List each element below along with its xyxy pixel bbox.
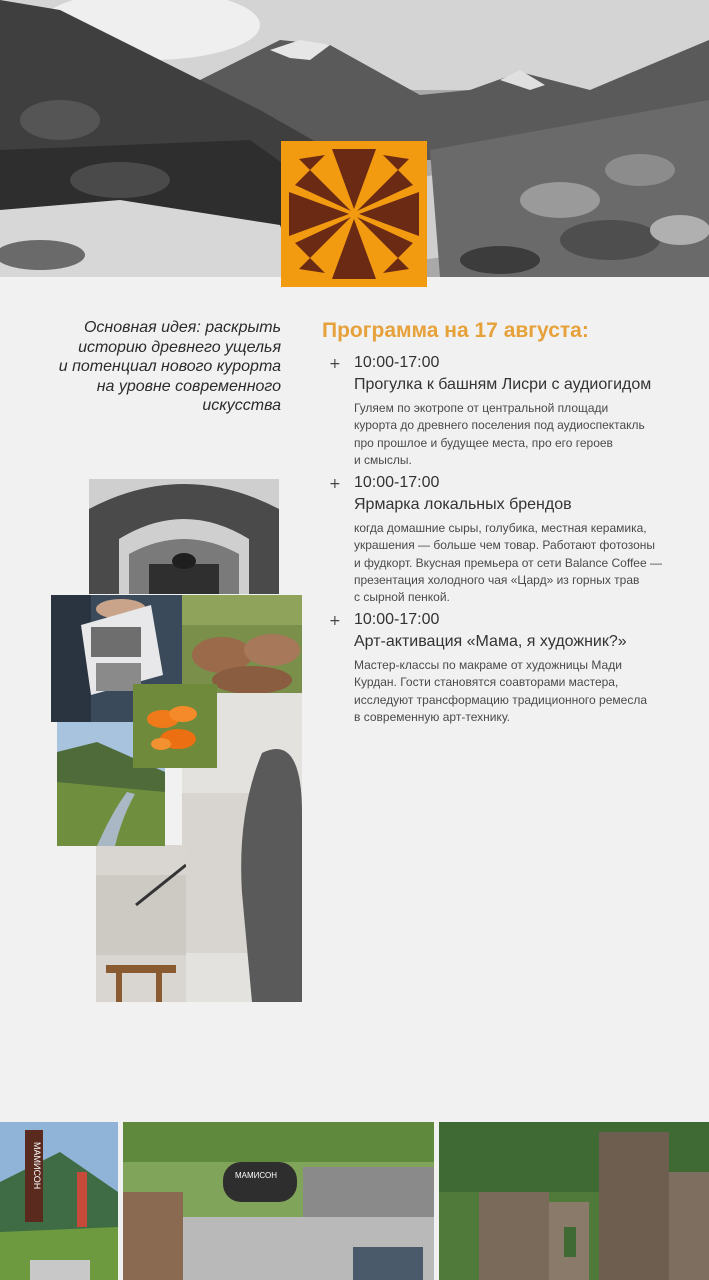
sun-ornament-icon [281, 141, 427, 287]
event-description [354, 520, 699, 606]
rocks-grass-photo [182, 595, 302, 693]
intro-line: на уровне современного [96, 377, 281, 395]
description-line: Гуляем по экотропе от центральной площади [354, 401, 609, 415]
station-building-photo [123, 1122, 434, 1280]
intro-line: и потенциал нового курорта [58, 358, 281, 375]
station-sign-text: МАМИСОН [235, 1171, 278, 1180]
brand-logo [281, 141, 427, 287]
event-time: 10:00-17:00 [354, 611, 440, 628]
description-line: и смыслы. [354, 452, 412, 467]
plus-icon: + [329, 476, 341, 492]
ruins-image [439, 1122, 709, 1280]
program-title: Программа на 17 августа: [322, 319, 589, 342]
description-line: исследуют трансформацию традиционного ремесла [354, 692, 648, 707]
easel-photo [96, 845, 186, 1002]
description-line: в современную арт-технику. [354, 709, 510, 724]
arch-image [89, 479, 279, 594]
intro-text [30, 318, 281, 416]
intro-line: искусства [202, 397, 281, 414]
plus-icon: + [329, 356, 341, 372]
stone-arch-photo [89, 479, 279, 594]
lily-image [133, 684, 217, 768]
event-name: Арт-активация «Мама, я художник?» [354, 633, 627, 650]
intro-line: Основная идея: раскрыть [83, 319, 281, 336]
station-image [123, 1122, 434, 1280]
event-time: 10:00-17:00 [354, 474, 440, 491]
easel-image [96, 845, 186, 1002]
banner-image [0, 1122, 118, 1280]
event-description [354, 657, 699, 726]
banner-sign-text: МАМИСОН [32, 1142, 42, 1190]
description-line: и фудкорт. Вкусная премьера от сети Balance Coffee — [354, 555, 662, 570]
description-line: украшения — больше чем товар. Работают фотозоны [354, 538, 656, 553]
event-description [354, 400, 699, 469]
orange-lily-photo [133, 684, 217, 768]
description-line: презентация холодного чая «Цард» из горных трав [354, 572, 640, 587]
intro-line: историю древнего ущелья [78, 338, 281, 356]
plus-icon: + [329, 613, 341, 629]
description-line: курорта до древнего поселения под аудиоспектакль [354, 418, 645, 433]
event-name: Прогулка к башням Лисри с аудиогидом [354, 376, 652, 393]
description-line: Курдан. Гости становятся соавторами мастера, [354, 675, 619, 690]
rocks-image [182, 595, 302, 693]
description-line: когда домашние сыры, голубика, местная керамика, [354, 521, 647, 535]
resort-banner-photo [0, 1122, 118, 1280]
description-line: с сырной пенкой. [354, 590, 450, 605]
ancient-ruins-photo [439, 1122, 709, 1280]
event-time: 10:00-17:00 [354, 354, 440, 371]
event-name: Ярмарка локальных брендов [354, 496, 572, 513]
description-line: про прошлое и будущее места, про его героев [354, 435, 613, 450]
description-line: Мастер-классы по макраме от художницы Мади [354, 658, 622, 672]
